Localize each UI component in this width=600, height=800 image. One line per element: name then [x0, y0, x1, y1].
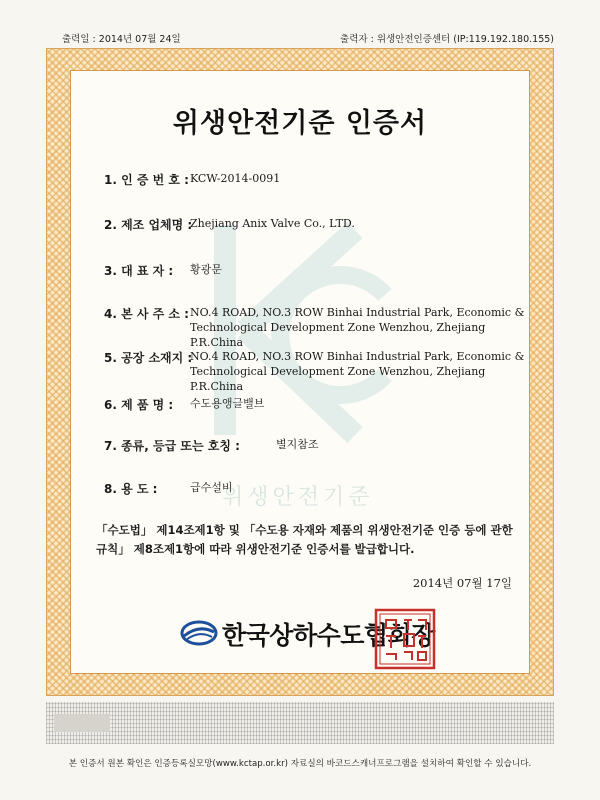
manufacturer-value: Zhejiang Anix Valve Co., LTD.: [190, 217, 355, 230]
certificate-title: 위생안전기준 인증서: [172, 108, 428, 139]
field-label: 4. 본 사 주 소 :: [104, 307, 189, 321]
print-header: [0, 0, 600, 46]
field-label: 8. 용 도 :: [104, 482, 158, 496]
printed-date: 출력일 : 2014년 07월 24일: [62, 34, 181, 45]
field-label: 5. 공장 소재지 :: [104, 351, 193, 365]
verification-barcode: [46, 702, 554, 744]
barcode-label-box: [54, 714, 110, 732]
issue-date: 2014년 07월 17일: [412, 576, 512, 590]
field-label: 6. 제 품 명 :: [104, 398, 174, 412]
official-seal-icon: [374, 608, 436, 670]
watermark-text: 위생안전기준: [222, 485, 374, 510]
usage-value: 급수설비: [190, 481, 233, 494]
printed-by: 출력자 : 위생안전인증센터 (IP:119.192.180.155): [340, 34, 554, 45]
organization-name: 한국상하수도협회장: [222, 621, 435, 650]
head-office-value: NO.4 ROAD, NO.3 ROW Binhai Industrial Park, Economic & Technological Development Zone Wenzhou, Zhejiang P.R.China: [190, 306, 525, 349]
issuance-notice: 「수도법」 제14조제1항 및 「수도용 자재와 제품의 위생안전기준 인증 등에 관한 규칙」 제8조제1항에 따라 위생안전기준 인증서를 발급합니다.: [96, 523, 513, 556]
representative-value: 황광문: [190, 263, 222, 276]
field-label: 1. 인 증 번 호 :: [104, 173, 189, 187]
field-label: 2. 제조 업체명 :: [104, 218, 193, 232]
factory-address-value: NO.4 ROAD, NO.3 ROW Binhai Industrial Park, Economic & Technological Development Zone Wenzhou, Zhejiang P.R.China: [190, 350, 525, 393]
type-grade-value: 별지참조: [276, 438, 319, 451]
kwwa-logo-icon: [180, 620, 218, 646]
product-name-value: 수도용앵글밸브: [190, 397, 265, 410]
field-label: 3. 대 표 자 :: [104, 264, 174, 278]
cert-number-value: KCW-2014-0091: [190, 172, 281, 185]
field-label: 7. 종류, 등급 또는 호칭 :: [104, 439, 240, 453]
footer-verification-note: 본 인증서 원본 확인은 인증등록실모망(www.kctap.or.kr) 자료실의 바코드스캐너프로그램을 설치하여 확인할 수 있습니다.: [68, 759, 532, 769]
